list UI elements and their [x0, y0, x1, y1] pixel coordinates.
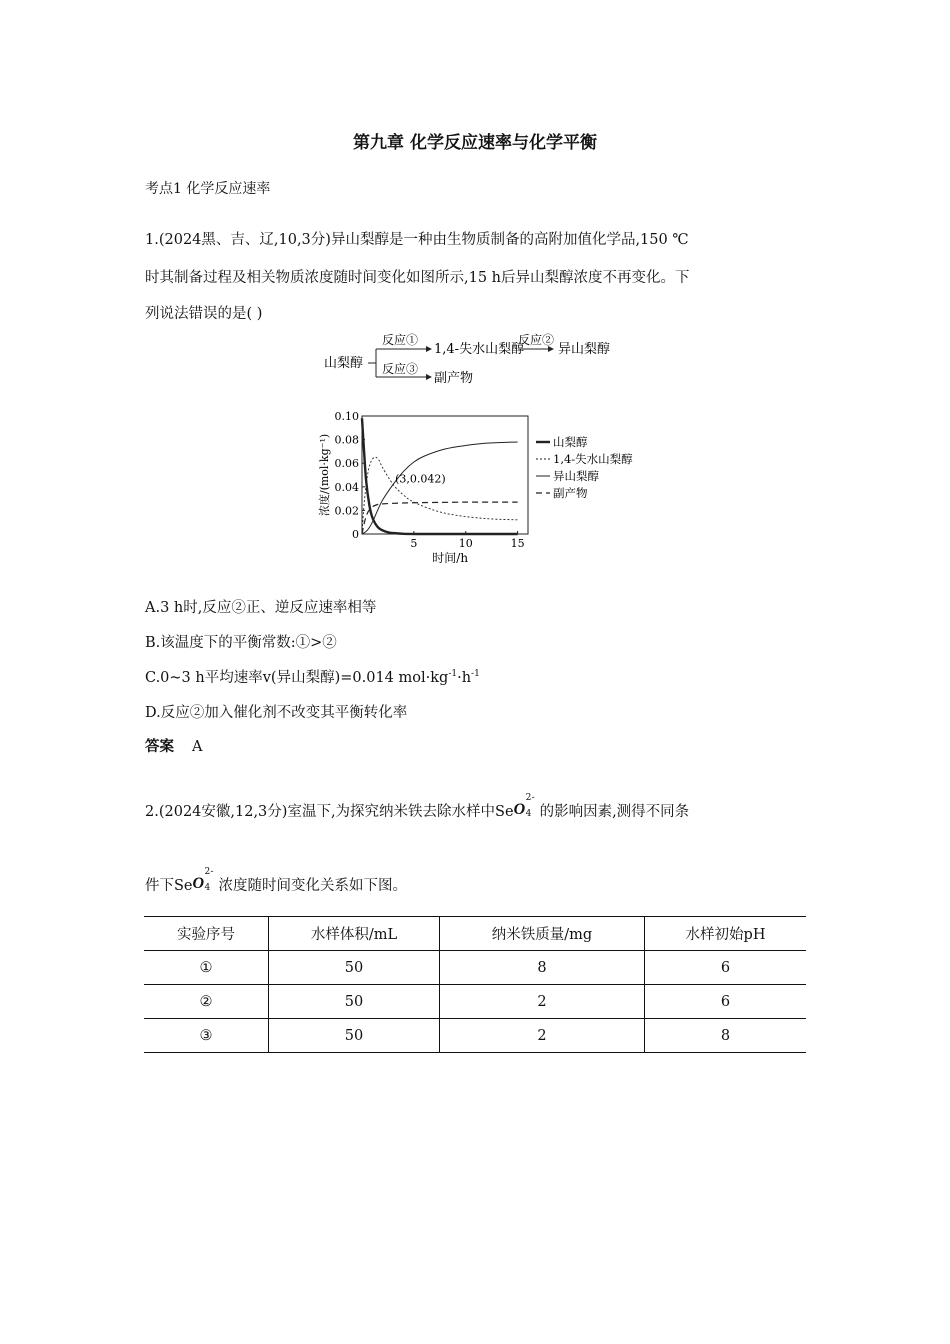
option-c — [145, 666, 480, 687]
table-cell: 6 — [645, 951, 807, 985]
table-row — [144, 985, 806, 1019]
answer-value: A — [192, 739, 203, 755]
ion-sup: 2 — [204, 867, 211, 877]
y-tick-label: 0.10 — [334, 410, 359, 423]
series-line-3 — [362, 502, 518, 534]
option-b: B.该温度下的平衡常数:①>② — [145, 635, 337, 651]
selenate-ion — [192, 867, 219, 893]
scheme-start: 山梨醇 — [324, 356, 364, 371]
table-row — [144, 1019, 806, 1053]
y-tick-label: 0.08 — [334, 433, 359, 447]
q2-line2-pre: 件下Se — [145, 878, 193, 894]
selenate-ion — [513, 793, 540, 819]
y-tick-label: 0 — [352, 528, 359, 541]
q2-line1-post: 的影响因素,测得不同条 — [539, 804, 690, 820]
option-c-mid: ·h — [457, 670, 472, 686]
x-tick-label: 15 — [510, 537, 525, 550]
scheme-r3: 反应③ — [382, 362, 419, 376]
ion-sub: 4 — [525, 809, 532, 819]
legend-label: 1,4-失水山梨醇 — [553, 452, 633, 466]
series-line-2 — [362, 442, 518, 534]
table-cell: 8 — [645, 1019, 807, 1053]
q2-line-2 — [145, 867, 408, 895]
ion-main: O — [192, 875, 205, 892]
option-a: A.3 h时,反应②正、逆反应速率相等 — [145, 600, 377, 616]
q1-line-2: 时其制备过程及相关物质浓度随时间变化如图所示,15 h后异山梨醇浓度不再变化。下 — [145, 270, 690, 286]
answer-line — [145, 735, 202, 756]
ion-main: O — [513, 801, 526, 818]
ion-charge: - — [531, 793, 535, 803]
scheme-r2: 反应② — [518, 333, 555, 347]
reaction-scheme — [320, 328, 640, 392]
ion-charge: - — [210, 867, 214, 877]
scheme-mid: 1,4-失水山梨醇 — [434, 342, 525, 357]
chart-ylabel: 浓度/(mol·kg⁻¹) — [318, 433, 331, 517]
q2-line2-post: 浓度随时间变化关系如下图。 — [218, 878, 408, 894]
table-header: 实验序号 — [144, 917, 269, 951]
table-cell: 2 — [440, 985, 645, 1019]
ion-sub: 4 — [204, 883, 211, 893]
x-tick-label: 10 — [458, 537, 473, 550]
table-header: 水样体积/mL — [269, 917, 440, 951]
table-cell: ③ — [144, 1019, 269, 1053]
page-title: 第九章 化学反应速率与化学平衡 — [353, 133, 597, 153]
y-tick-label: 0.04 — [334, 480, 359, 494]
table-header: 纳米铁质量/mg — [440, 917, 645, 951]
answer-key: 答案 — [145, 739, 174, 755]
scheme-side: 副产物 — [434, 371, 474, 386]
q2-line1-pre: 2.(2024安徽,12,3分)室温下,为探究纳米铁去除水样中Se — [145, 804, 514, 820]
y-tick-label: 0.02 — [334, 504, 359, 518]
table-row — [144, 951, 806, 985]
option-c-text: C.0~3 h平均速率v(异山梨醇)=0.014 mol·kg — [145, 670, 449, 686]
scheme-r1: 反应① — [382, 333, 419, 347]
table-cell: 50 — [269, 985, 440, 1019]
option-c-sup1: -1 — [448, 669, 458, 679]
x-tick-label: 5 — [410, 537, 418, 550]
chart-xlabel: 时间/h — [432, 551, 469, 565]
table-cell: 6 — [645, 985, 807, 1019]
option-c-sup2: -1 — [471, 669, 480, 679]
table-cell: 50 — [269, 1019, 440, 1053]
q1-line-1: 1.(2024黑、吉、辽,10,3分)异山梨醇是一种由生物质制备的高附加值化学品,150 ℃ — [145, 232, 689, 248]
y-tick-label: 0.06 — [334, 457, 359, 471]
table-cell: ② — [144, 985, 269, 1019]
table-header: 水样初始pH — [645, 917, 807, 951]
experiment-table — [144, 916, 806, 1053]
q1-line-3: 列说法错误的是( ) — [145, 306, 263, 322]
table-cell: 8 — [440, 951, 645, 985]
table-cell: 2 — [440, 1019, 645, 1053]
table-cell: ① — [144, 951, 269, 985]
ion-sup: 2 — [525, 793, 532, 803]
q2-line-1 — [145, 793, 690, 821]
scheme-end: 异山梨醇 — [558, 342, 611, 357]
concentration-chart — [300, 404, 650, 572]
section-heading: 考点1 化学反应速率 — [145, 181, 271, 197]
option-d: D.反应②加入催化剂不改变其平衡转化率 — [145, 705, 408, 721]
table-cell: 50 — [269, 951, 440, 985]
table-header-row — [144, 917, 806, 951]
legend-label: 副产物 — [553, 486, 588, 500]
legend-label: 山梨醇 — [553, 435, 588, 449]
chart-annotation: (3,0.042) — [395, 472, 446, 486]
legend-label: 异山梨醇 — [553, 469, 599, 483]
